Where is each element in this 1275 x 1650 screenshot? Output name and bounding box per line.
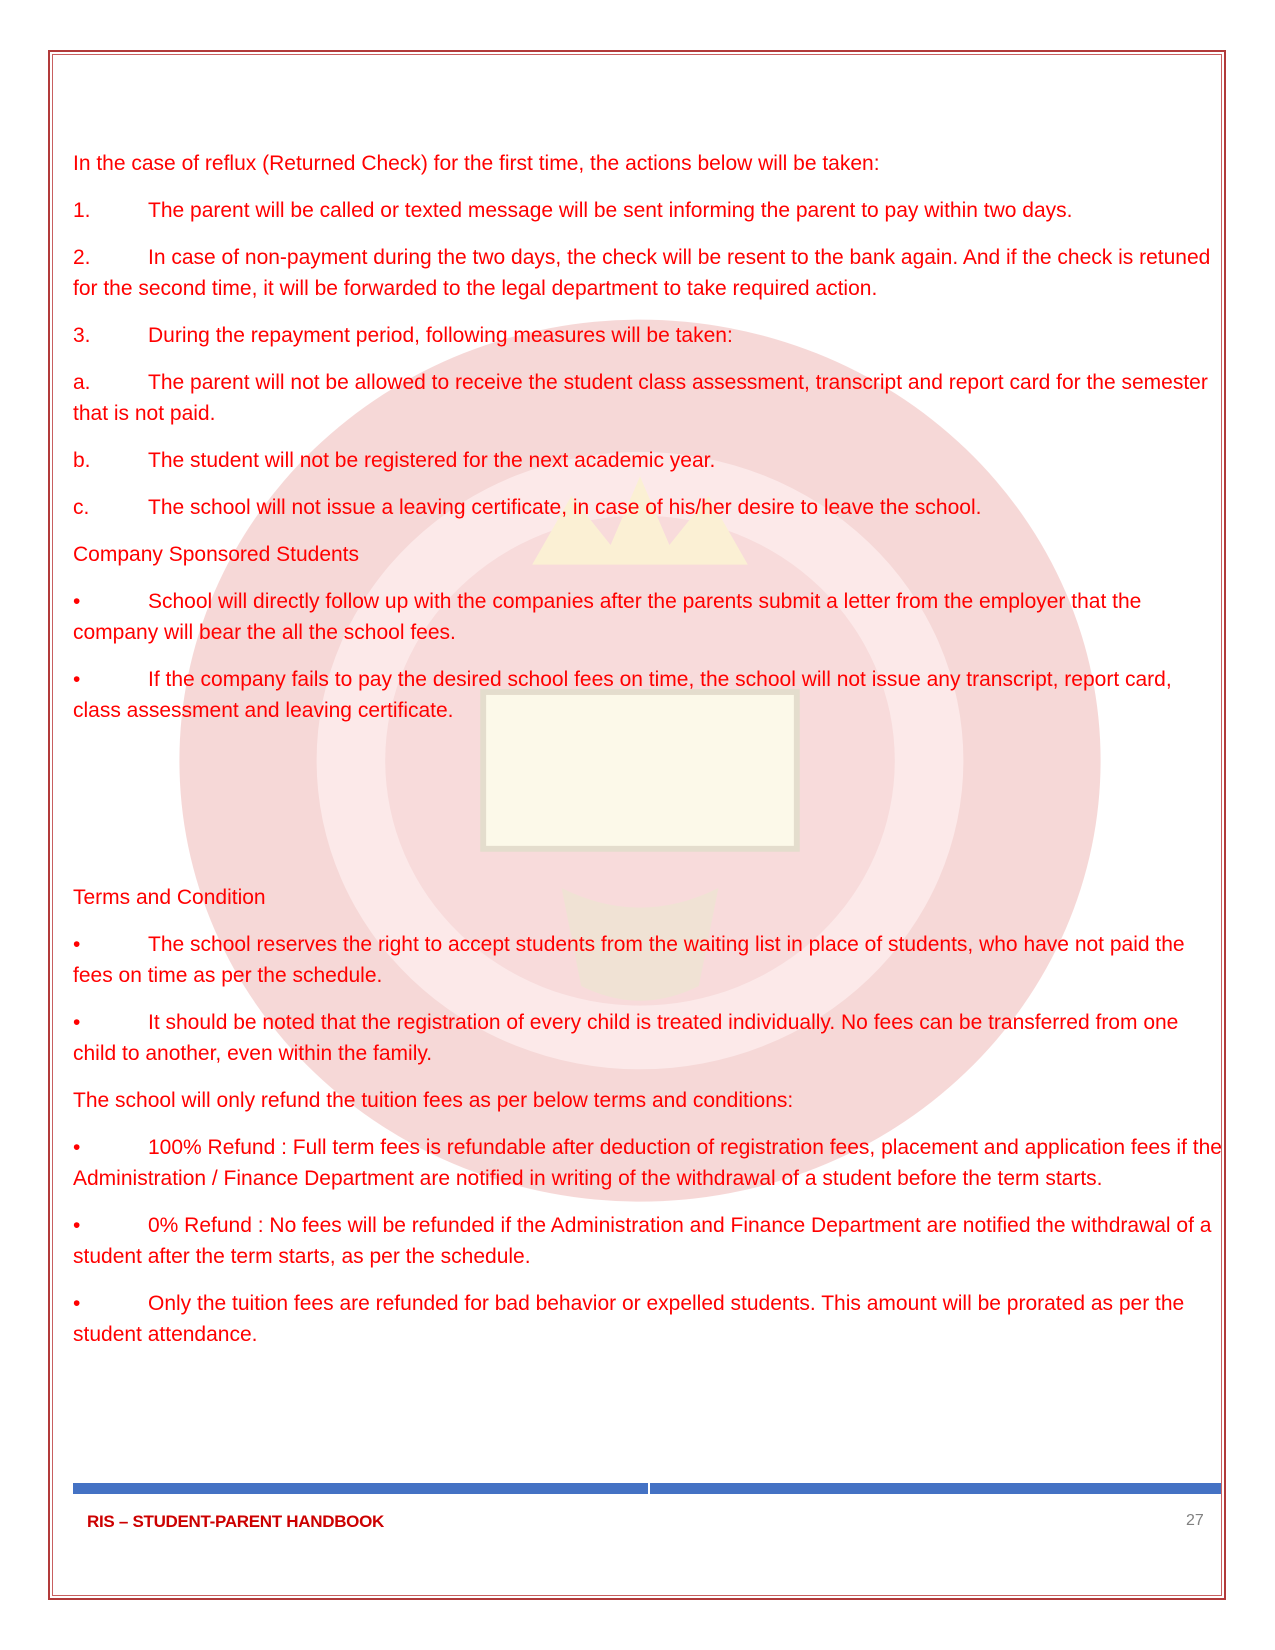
bullet-icon: • xyxy=(73,590,81,613)
bullet-item xyxy=(73,1132,1223,1194)
list-item-text: School will directly follow up with the companies after the parents submit a letter from the employer that the company will bear the all the school fees. xyxy=(73,590,1142,644)
list-item-text: The school will not issue a leaving certificate, in case of his/her desire to leave the school. xyxy=(148,496,982,519)
list-item-text: 100% Refund : Full term fees is refundable after deduction of registration fees, placement and application fees if the Administration / Finance Department are notified in writing of the withdrawal of a student before the term starts. xyxy=(73,1136,1222,1190)
lettered-item xyxy=(73,492,1223,523)
document-body xyxy=(73,148,1223,1366)
list-marker: b. xyxy=(73,449,91,472)
list-item-text: The school reserves the right to accept students from the waiting list in place of students, who have not paid the fees on time as per the schedule. xyxy=(73,933,1185,987)
section-heading-terms: Terms and Condition xyxy=(73,886,266,909)
list-marker: 2. xyxy=(73,246,91,269)
bullet-icon: • xyxy=(73,1214,81,1237)
list-item-text: If the company fails to pay the desired school fees on time, the school will not issue any transcript, report card, class assessment and leaving certificate. xyxy=(73,668,1172,722)
bullet-item xyxy=(73,929,1223,991)
bullet-icon: • xyxy=(73,1011,81,1034)
refund-intro-paragraph: The school will only refund the tuition fees as per below terms and conditions: xyxy=(73,1089,794,1112)
section-heading-company: Company Sponsored Students xyxy=(73,543,360,566)
page-number: 27 xyxy=(1186,1512,1204,1529)
list-marker: 1. xyxy=(73,199,91,222)
list-item-text: The parent will be called or texted message will be sent informing the parent to pay within two days. xyxy=(148,199,1073,222)
spacer xyxy=(73,742,1223,882)
numbered-item xyxy=(73,320,1223,351)
list-item-text: During the repayment period, following measures will be taken: xyxy=(148,324,733,347)
lettered-item xyxy=(73,445,1223,476)
bullet-item xyxy=(73,664,1223,726)
bullet-icon: • xyxy=(73,1292,81,1315)
intro-paragraph: In the case of reflux (Returned Check) for the first time, the actions below will be taken: xyxy=(73,152,880,175)
lettered-item xyxy=(73,367,1223,429)
list-item-text: It should be noted that the registration of every child is treated individually. No fees can be transferred from one child to another, even within the family. xyxy=(73,1011,1179,1065)
list-item-text: Only the tuition fees are refunded for bad behavior or expelled students. This amount will be prorated as per the student attendance. xyxy=(73,1292,1185,1346)
list-marker: c. xyxy=(73,496,90,519)
bullet-item xyxy=(73,1210,1223,1272)
bullet-icon: • xyxy=(73,933,81,956)
bullet-icon: • xyxy=(73,668,81,691)
numbered-item xyxy=(73,195,1223,226)
footer-rule-divider xyxy=(648,1483,650,1494)
list-item-text: The student will not be registered for the next academic year. xyxy=(148,449,716,472)
bullet-item xyxy=(73,1007,1223,1069)
numbered-item xyxy=(73,242,1223,304)
footer-title: RIS – STUDENT-PARENT HANDBOOK xyxy=(87,1512,385,1531)
bullet-icon: • xyxy=(73,1136,81,1159)
list-item-text: In case of non-payment during the two days, the check will be resent to the bank again. And if the check is retuned for the second time, it will be forwarded to the legal department to take required action. xyxy=(73,246,1211,300)
list-marker: 3. xyxy=(73,324,91,347)
list-item-text: The parent will not be allowed to receive the student class assessment, transcript and report card for the semester that is not paid. xyxy=(73,371,1208,425)
footer-rule xyxy=(73,1483,1221,1494)
list-item-text: 0% Refund : No fees will be refunded if the Administration and Finance Department are notified the withdrawal of a student after the term starts, as per the schedule. xyxy=(73,1214,1212,1268)
list-marker: a. xyxy=(73,371,91,394)
bullet-item xyxy=(73,586,1223,648)
bullet-item xyxy=(73,1288,1223,1350)
